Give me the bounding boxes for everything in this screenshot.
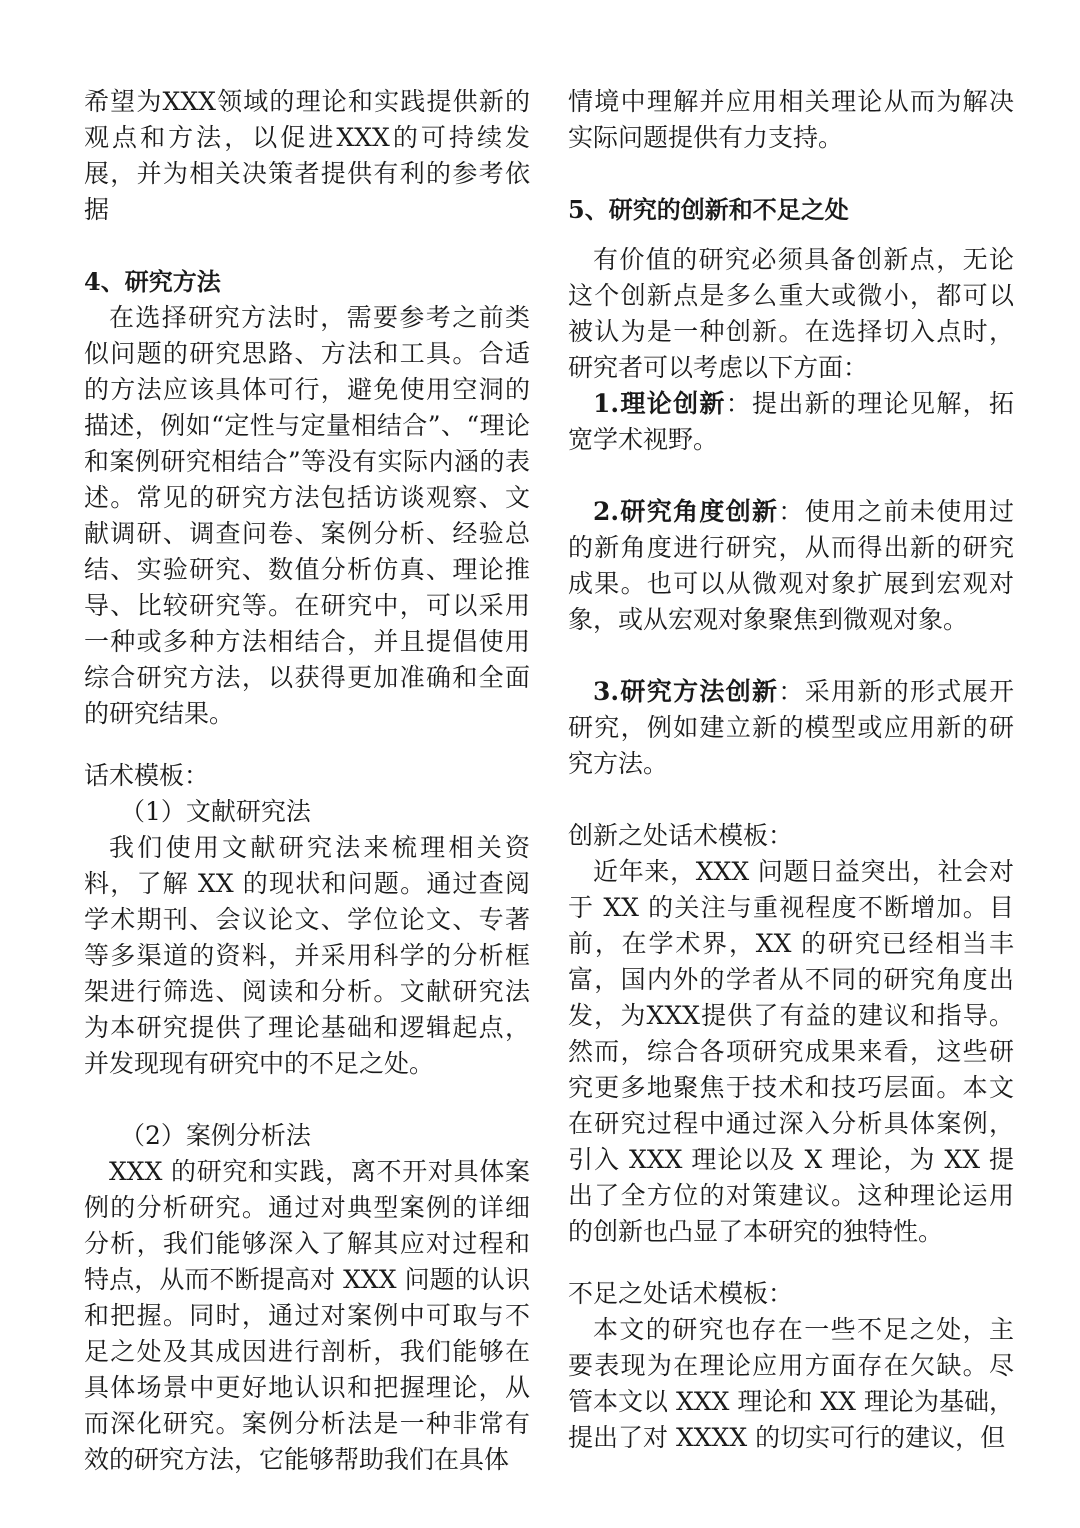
point3-text: ：采用新的形式展开研究，例如建立新的模型或应用新的研究方法。 — [568, 677, 1014, 778]
left-column — [84, 84, 530, 1478]
innovation-point-1 — [568, 386, 1014, 458]
point2-label: 2.研究角度创新 — [593, 497, 779, 526]
deficiency-template-heading: 不足之处话术模板： — [568, 1279, 794, 1308]
deficiency-template-body: 本文的研究也存在一些不足之处，主要表现为在理论应用方面存在欠缺。尽管本文以 XXX 理论和 XX 理论为基础，提出了对 XXXX 的切实可行的建议，但 — [568, 1315, 1014, 1452]
section5-body: 有价值的研究必须具备创新点，无论这个创新点是多么重大或微小，都可以被认为是一种创新。在选择切入点时，研究者可以考虑以下方面： — [568, 245, 1014, 382]
method1-title: （1）文献研究法 — [120, 797, 311, 826]
intro-paragraph: 希望为XXX领域的理论和实践提供新的观点和方法，以促进XXX的可持续发展，并为相关决策者提供有利的参考依据 — [84, 87, 530, 224]
template-heading: 话术模板： — [84, 761, 210, 790]
right-column — [568, 84, 1014, 1456]
section4-heading: 4、研究方法 — [84, 267, 221, 296]
point1-label: 1.理论创新 — [593, 389, 726, 418]
point2-text: ：使用之前未使用过的新角度进行研究，从而得出新的研究成果。也可以从微观对象扩展到宏观对象，或从宏观对象聚焦到微观对象。 — [568, 497, 1014, 634]
point1-text: ：提出新的理论见解，拓宽学术视野。 — [568, 389, 1014, 454]
section4-body: 在选择研究方法时，需要参考之前类似问题的研究思路、方法和工具。合适的方法应该具体可行，避免使用空洞的描述，例如“定性与定量相结合”、“理论和案例研究相结合”等没有实际内涵的表述。常见的研究方法包括访谈观察、文献调研、调查问卷、案例分析、经验总结、实验研究、数值分析仿真、理论推导、比较研究等。在研究中，可以采用一种或多种方法相结合，并且提倡使用综合研究方法，以获得更加准确和全面的研究结果。 — [84, 303, 530, 728]
innovation-point-3 — [568, 674, 1014, 782]
method2-title: （2）案例分析法 — [120, 1121, 311, 1150]
section5-heading: 5、研究的创新和不足之处 — [568, 195, 849, 224]
point3-label: 3.研究方法创新 — [593, 677, 779, 706]
innovation-point-2 — [568, 494, 1014, 638]
innovation-template-heading: 创新之处话术模板： — [568, 821, 794, 850]
method1-body: 我们使用文献研究法来梳理相关资料，了解 XX 的现状和问题。通过查阅学术期刊、会议论文、学位论文、专著等多渠道的资料，并采用科学的分析框架进行筛选、阅读和分析。文献研究法为本研究提供了理论基础和逻辑起点，并发现现有研究中的不足之处。 — [84, 833, 530, 1078]
method2-body: XXX 的研究和实践，离不开对具体案例的分析研究。通过对典型案例的详细分析，我们能够深入了解其应对过程和特点，从而不断提高对 XXX 问题的认识和把握。同时，通过对案例中可取与不足之处及其成因进行剖析，我们能够在具体场景中更好地认识和把握理论，从而深化研究。案例分析法是一种非常有效的研究方法，它能够帮助我们在具体 — [84, 1157, 530, 1474]
innovation-template-body: 近年来，XXX 问题日益突出，社会对于 XX 的关注与重视程度不断增加。目前，在学术界，XX 的研究已经相当丰富，国内外的学者从不同的研究角度出发，为XXX提供了有益的建议和指导。然而，综合各项研究成果来看，这些研究更多地聚焦于技术和技巧层面。本文在研究过程中通过深入分析具体案例，引入 XXX 理论以及 X 理论，为 XX 提出了全方位的对策建议。这种理论运用的创新也凸显了本研究的独特性。 — [568, 857, 1014, 1246]
continued-paragraph: 情境中理解并应用相关理论从而为解决实际问题提供有力支持。 — [568, 87, 1014, 152]
